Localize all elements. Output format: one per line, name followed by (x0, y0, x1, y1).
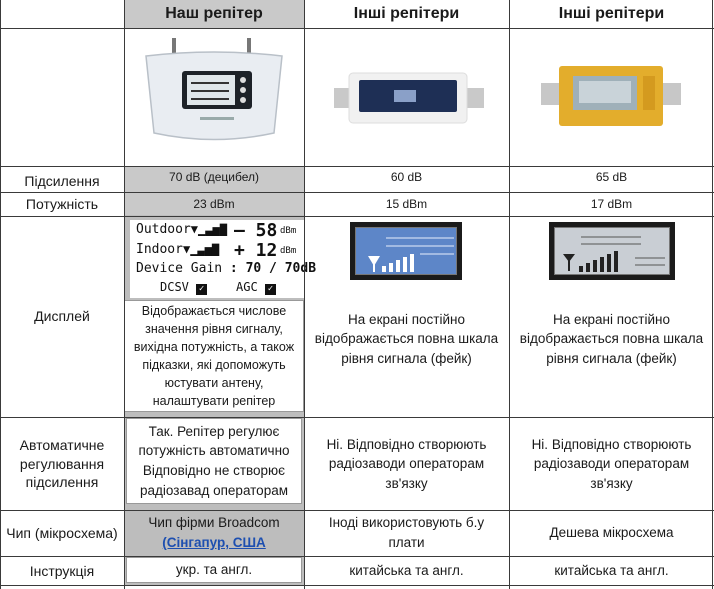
lcd-agc-label: AGC (236, 280, 258, 294)
power-other2: 17 dBm (590, 197, 633, 211)
display-ours-text: Відображається числове значення рівня сигналу, вихідна потужність, а також підказки, які допоможуть юстувати антену, налаштувати репітер (124, 300, 304, 412)
grid-line (0, 417, 714, 418)
manual-ours: укр. та англ. (126, 557, 302, 583)
lcd-indoor-value: + 12 (234, 240, 278, 261)
grid-line (0, 192, 714, 193)
lcd-outdoor-label: Outdoor (136, 222, 191, 237)
signal-bars-icon: ▼▁▃▅▇ (182, 242, 220, 256)
row-label-chip: Чип (мікросхема) (6, 524, 118, 541)
grid-line (712, 0, 713, 589)
grid-line (0, 510, 714, 511)
lcd-outdoor-unit: dBm (280, 226, 297, 236)
chip-ours-link[interactable]: (Сінгапур, США (162, 535, 266, 550)
gain-ours: 70 dB (децибел) (169, 170, 259, 184)
checkbox-checked-icon: ✓ (196, 284, 207, 295)
power-ours: 23 dBm (193, 197, 235, 211)
grid-line (0, 0, 1, 589)
manual-other1: китайська та англ. (349, 563, 464, 579)
other1-signal-bars-icon (356, 228, 456, 274)
agc-other2: Ні. Відповідно створюють радіозаводи операторам зв'язку (531, 436, 692, 491)
lcd-outdoor-value: – 58 (234, 220, 278, 241)
checkbox-checked-icon: ✓ (265, 284, 276, 295)
grid-line (0, 28, 714, 29)
grid-line (0, 166, 714, 167)
other2-signal-bars-icon (555, 228, 669, 274)
lcd-device-gain-label: Device Gain (136, 261, 223, 276)
chip-other1: Іноді використовують б.у плати (328, 515, 485, 550)
lcd-indoor-label: Indoor (136, 242, 183, 257)
header-other1: Інші репітери (353, 5, 460, 22)
row-label-power: Потужність (25, 195, 99, 212)
grid-line (124, 0, 125, 589)
other1-lcd-display (350, 222, 462, 280)
agc-other1: Ні. Відповідно створюють радіозаводи операторам зв'язку (326, 436, 487, 491)
chip-other2: Дешева мікросхема (549, 525, 674, 541)
power-other1: 15 dBm (385, 197, 428, 211)
display-other2-text: На екрані постійно відображається повна шкала рівня сигнала (фейк) (519, 311, 704, 366)
other2-lcd-display (549, 222, 675, 280)
repeater-other2-image (509, 28, 714, 166)
header-ours: Наш репітер (165, 5, 263, 22)
row-label-gain: Підсилення (24, 172, 100, 189)
gain-other1: 60 dB (390, 170, 423, 184)
grid-line (0, 556, 714, 557)
row-label-display: Дисплей (34, 307, 90, 324)
lcd-indoor-unit: dBm (280, 246, 297, 256)
agc-ours: Так. Репітер регулює потужність автоматично Відповідно не створює радіозавад операторам (126, 418, 302, 504)
display-other1-text: На екрані постійно відображається повна шкала рівня сигнала (фейк) (314, 311, 499, 366)
row-label-manual: Інструкція (29, 562, 95, 579)
grid-line (509, 0, 510, 589)
grid-line (0, 585, 714, 586)
gain-other2: 65 dB (595, 170, 628, 184)
repeater-other1-image (304, 28, 509, 166)
grid-line (0, 216, 714, 217)
repeater-ours-image (124, 28, 304, 166)
header-other2: Інші репітери (558, 5, 665, 22)
grid-line (304, 0, 305, 589)
other1-image-cell (304, 28, 509, 166)
manual-other2: китайська та англ. (554, 563, 669, 579)
ours-image-cell (124, 28, 304, 166)
lcd-device-gain-value: : 70 / 70dB (229, 261, 317, 276)
other2-image-cell (509, 28, 714, 166)
signal-bars-icon: ▼▁▃▅▇ (190, 222, 227, 236)
row-label-agc: Автоматичне регулювання підсилення (19, 436, 105, 491)
chip-ours-text: Чип фірми Broadcom (148, 515, 280, 531)
chip-ours (124, 511, 304, 555)
lcd-dcsv-label: DCSV (160, 280, 189, 294)
ours-lcd-display (130, 220, 317, 298)
